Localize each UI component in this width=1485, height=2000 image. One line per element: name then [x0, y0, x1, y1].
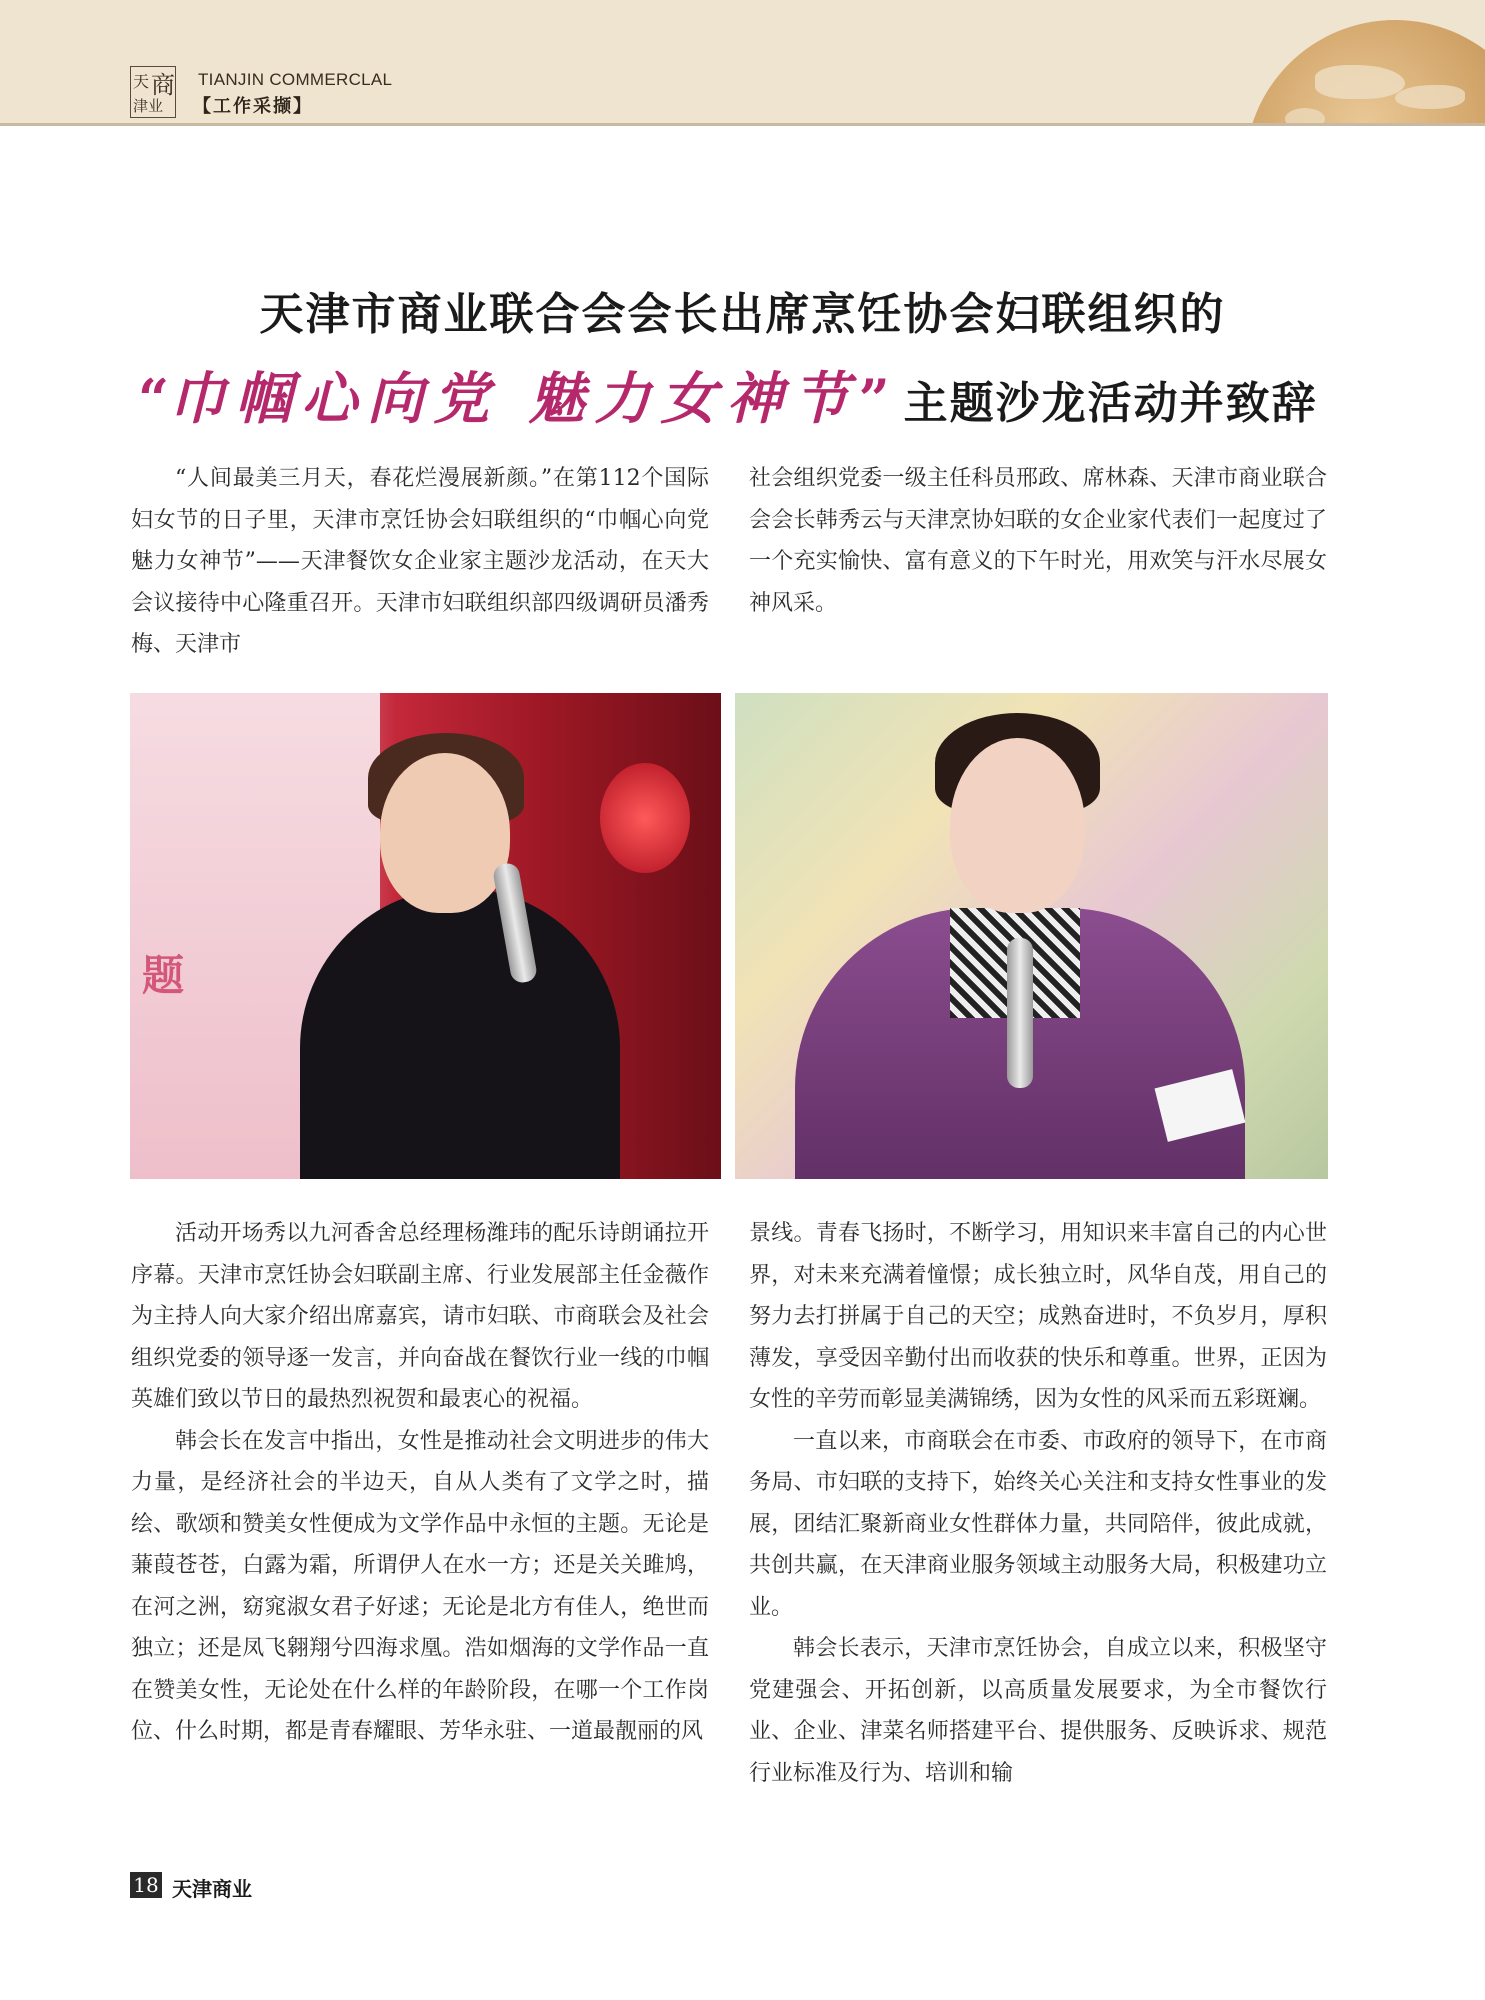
paragraph: 韩会长表示，天津市烹饪协会，自成立以来，积极坚守党建强会、开拓创新，以高质量发展要求，为全市餐饮行业、企业、津菜名师搭建平台、提供服务、反映诉求、规范行业标准及行为、培训和输 [749, 1636, 1327, 1786]
footer-publication: 天津商业 [172, 1877, 252, 1901]
photo-speaker-black-qipao [130, 693, 721, 1179]
title-quote-open: “ [138, 367, 170, 431]
header-rule [0, 123, 1485, 126]
paragraph: “人间最美三月天，春花烂漫展新颜。”在第112个国际妇女节的日子里，天津市烹饪协会妇联组织的“巾帼心向党 魅力女神节”——天津餐饮女企业家主题沙龙活动，在天大会议接待中心隆重召开。天津市妇联组织部四级调研员潘秀梅、天津市 [131, 466, 709, 657]
section-label: 【工作采撷】 [193, 96, 313, 117]
title-line2-rest: 主题沙龙活动并致辞 [903, 378, 1318, 429]
title-highlight: 巾帼心向党 魅力女神节 [169, 366, 859, 432]
body-column-left-bottom [131, 1213, 709, 1753]
logo-char-tian: 天 [133, 72, 150, 91]
paragraph: 景线。青春飞扬时，不断学习，用知识来丰富自己的内心世界，对未来充满着憧憬；成长独立时，风华自茂，用自己的努力去打拼属于自己的天空；成熟奋进时，不负岁月，厚积薄发，享受因辛勤付出而收获的快乐和尊重。世界，正因为女性的辛劳而彰显美满锦绣，因为女性的风采而五彩斑斓。 [749, 1221, 1327, 1412]
paragraph: 韩会长在发言中指出，女性是推动社会文明进步的伟大力量，是经济社会的半边天，自从人类有了文学之时，描绘、歌颂和赞美女性便成为文学作品中永恒的主题。无论是蒹葭苍苍，白露为霜，所谓伊人在水一方；还是关关雎鸠，在河之洲，窈窕淑女君子好逑；无论是北方有佳人，绝世而独立；还是凤飞翱翔兮四海求凰。浩如烟海的文学作品一直在赞美女性，无论处在什么样的年龄阶段，在哪一个工作岗位、什么时期，都是青春耀眼、芳华永驻、一道最靓丽的风 [131, 1428, 709, 1744]
body-column-right-bottom [749, 1213, 1327, 1794]
paragraph: 一直以来，市商联会在市委、市政府的领导下，在市商务局、市妇联的支持下，始终关心关注和支持女性事业的发展，团结汇聚新商业女性群体力量，共同陪伴，彼此成就，共创共赢，在天津商业服务领域主动服务大局，积极建功立业。 [749, 1428, 1327, 1620]
paragraph: 活动开场秀以九河香舍总经理杨潍玮的配乐诗朗诵拉开序幕。天津市烹饪协会妇联副主席、行业发展部主任金薇作为主持人向大家介绍出席嘉宾，请市妇联、市商联会及社会组织党委的领导逐一发言，并向奋战在餐饮行业一线的巾帼英雄们致以节日的最热烈祝贺和最衷心的祝福。 [131, 1221, 709, 1412]
title-quote-close: ” [858, 367, 890, 431]
logo-char-jinye: 津业 [133, 97, 164, 115]
photo-speaker-purple-jacket [735, 693, 1328, 1179]
paragraph: 社会组织党委一级主任科员邢政、席林森、天津市商业联合会会长韩秀云与天津烹协妇联的女企业家代表们一起度过了一个充实愉快、富有意义的下午时光，用欢笑与汗水尽展女神风采。 [749, 466, 1327, 616]
publication-name-en: TIANJIN COMMERCLAL [198, 70, 393, 89]
page-number: 18 [130, 1872, 162, 1898]
microphone-icon [1007, 938, 1033, 1088]
publication-logo [130, 66, 176, 118]
logo-char-shang: 商 [151, 71, 175, 99]
article-title-line2 [138, 355, 1318, 435]
article-title-line1: 天津市商业联合会会长出席烹饪协会妇联组织的 [259, 289, 1226, 340]
globe-decoration [1245, 20, 1485, 126]
body-column-right-top [749, 458, 1327, 624]
photo-banner-char: 题 [142, 951, 185, 1000]
body-column-left-top [131, 458, 709, 666]
